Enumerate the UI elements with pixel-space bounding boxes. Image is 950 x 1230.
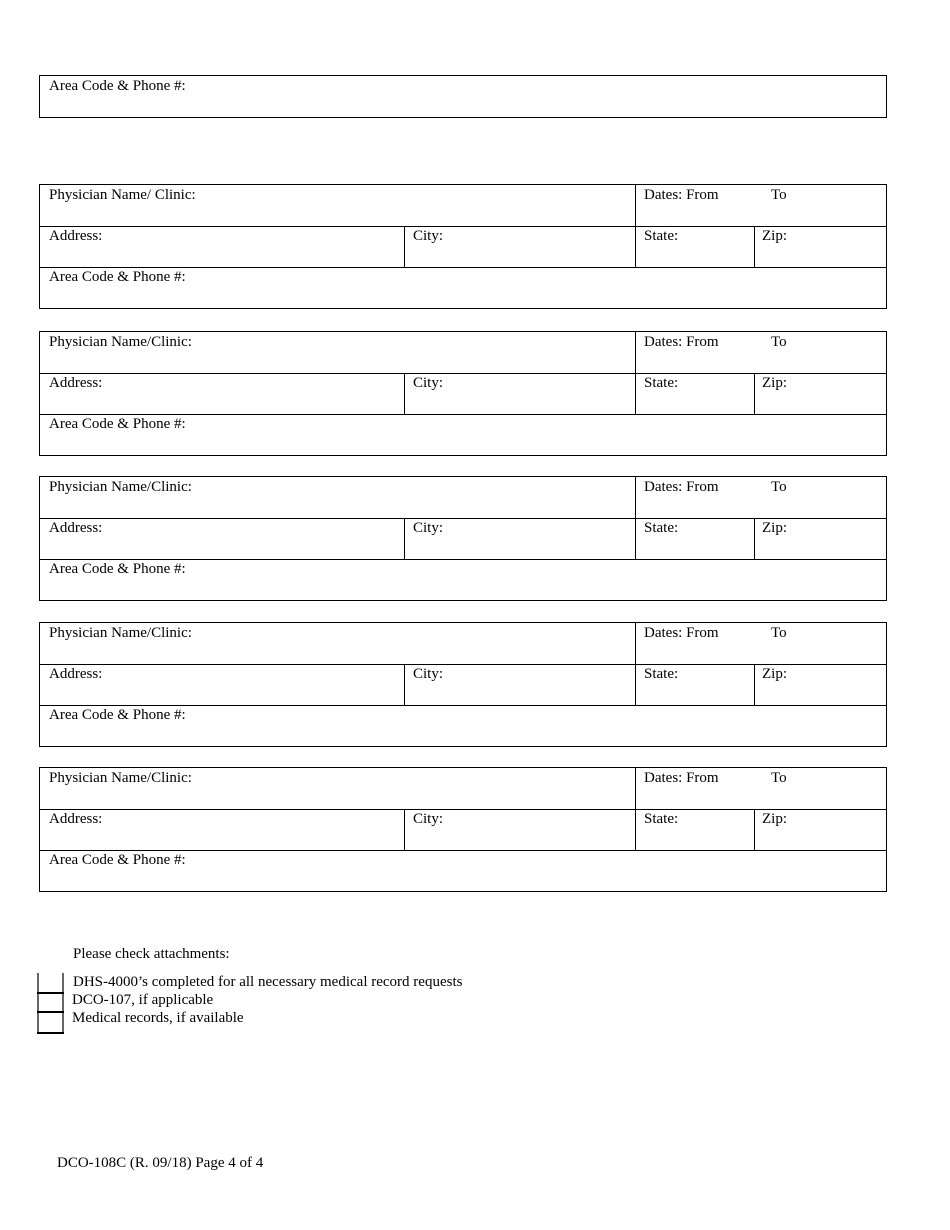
divider (635, 477, 636, 559)
physician-block-3 (39, 476, 887, 601)
state-label: State: (644, 666, 679, 682)
divider (635, 768, 636, 850)
divider (404, 226, 405, 267)
physician-block-2 (39, 331, 887, 456)
phone-label: Area Code & Phone #: (49, 852, 186, 868)
dates-from-label: Dates: From (644, 625, 719, 641)
checkbox-dco-107[interactable] (37, 993, 64, 1012)
state-label: State: (644, 811, 679, 827)
city-label: City: (413, 520, 444, 536)
dates-from-label: Dates: From (644, 479, 719, 495)
state-label: State: (644, 520, 679, 536)
divider (754, 226, 755, 267)
divider (40, 226, 886, 227)
divider (404, 809, 405, 850)
physician-block-5 (39, 767, 887, 892)
physician-name-label: Physician Name/Clinic: (49, 770, 192, 786)
divider (40, 664, 886, 665)
address-label: Address: (49, 666, 103, 682)
dates-to-label: To (771, 770, 787, 786)
divider (754, 373, 755, 414)
city-label: City: (413, 228, 444, 244)
divider (40, 373, 886, 374)
physician-name-label: Physician Name/Clinic: (49, 625, 192, 641)
dates-to-label: To (771, 334, 787, 350)
address-label: Address: (49, 375, 103, 391)
city-label: City: (413, 811, 444, 827)
divider (754, 664, 755, 705)
dates-to-label: To (771, 625, 787, 641)
physician-name-label: Physician Name/ Clinic: (49, 187, 196, 203)
attachments-title: Please check attachments: (73, 946, 230, 962)
zip-label: Zip: (762, 666, 787, 682)
phone-label: Area Code & Phone #: (49, 416, 186, 432)
dates-to-label: To (771, 187, 787, 203)
phone-label: Area Code & Phone #: (49, 707, 186, 723)
state-label: State: (644, 228, 679, 244)
address-label: Address: (49, 811, 103, 827)
dates-from-label: Dates: From (644, 187, 719, 203)
state-label: State: (644, 375, 679, 391)
city-label: City: (413, 666, 444, 682)
divider (404, 373, 405, 414)
zip-label: Zip: (762, 375, 787, 391)
dates-from-label: Dates: From (644, 770, 719, 786)
physician-name-label: Physician Name/Clinic: (49, 334, 192, 350)
form-footer: DCO-108C (R. 09/18) Page 4 of 4 (57, 1155, 264, 1171)
top-phone-box (39, 75, 887, 118)
phone-label: Area Code & Phone #: (49, 561, 186, 577)
checkbox-medical-records[interactable] (37, 1012, 64, 1033)
checkbox-dhs-4000[interactable] (37, 973, 64, 993)
divider (40, 809, 886, 810)
divider (40, 518, 886, 519)
divider (404, 664, 405, 705)
divider (754, 809, 755, 850)
city-label: City: (413, 375, 444, 391)
divider (635, 185, 636, 267)
divider (754, 518, 755, 559)
address-label: Address: (49, 520, 103, 536)
attachment-checkboxes (37, 973, 64, 1033)
dates-from-label: Dates: From (644, 334, 719, 350)
zip-label: Zip: (762, 520, 787, 536)
dates-to-label: To (771, 479, 787, 495)
divider (635, 332, 636, 414)
zip-label: Zip: (762, 228, 787, 244)
address-label: Address: (49, 228, 103, 244)
phone-label: Area Code & Phone #: (49, 78, 186, 94)
divider (635, 623, 636, 705)
attachment-item-dhs-4000: DHS-4000’s completed for all necessary medical record requests (73, 974, 463, 990)
phone-label: Area Code & Phone #: (49, 269, 186, 285)
physician-block-4 (39, 622, 887, 747)
attachment-item-dco-107: DCO-107, if applicable (72, 992, 214, 1008)
attachment-item-medical-records: Medical records, if available (72, 1010, 244, 1026)
physician-name-label: Physician Name/Clinic: (49, 479, 192, 495)
physician-block-1 (39, 184, 887, 309)
zip-label: Zip: (762, 811, 787, 827)
divider (404, 518, 405, 559)
